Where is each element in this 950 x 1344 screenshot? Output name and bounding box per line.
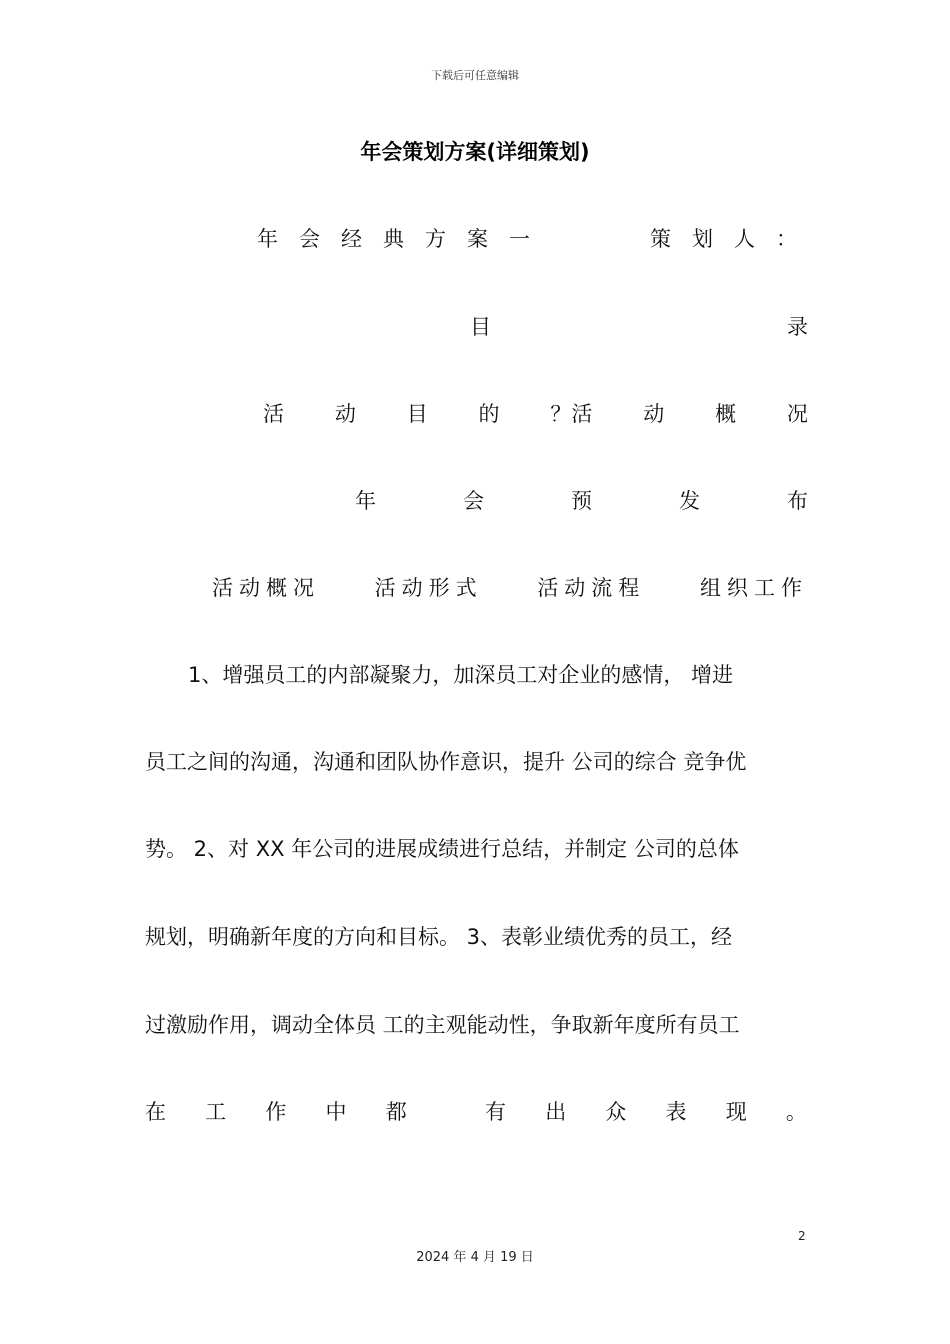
plan-name: 年会经典方案一	[257, 227, 551, 251]
last-line-char: 众	[605, 1100, 627, 1124]
toc-row-2-char: 预	[571, 489, 592, 513]
toc-row-1-char: 目	[406, 402, 428, 426]
body-paragraph-line: 势。 2、对 XX 年公司的进展成绩进行总结，并制定 公司的总体	[145, 837, 739, 861]
toc-item-format: 活动形式	[374, 576, 483, 600]
toc-row-2-char: 布	[787, 489, 808, 513]
body-paragraph-last-line	[145, 1095, 807, 1129]
last-line-char: 都	[385, 1100, 407, 1124]
last-line-char: 作	[265, 1100, 287, 1124]
planner-label: 策划人：	[650, 227, 818, 251]
footer-date: 2024 年 4 月 19 日	[416, 1250, 534, 1265]
body-paragraph-line: 规划，明确新年度的方向和目标。 3、表彰业绩优秀的员工，经	[145, 925, 733, 949]
toc-heading-right: 录	[787, 315, 808, 339]
last-line-char: 表	[665, 1100, 687, 1124]
toc-row-1-char: 动	[334, 402, 356, 426]
toc-row-1-char: 活	[263, 402, 284, 426]
toc-row-1	[263, 397, 808, 431]
last-line-char: 中	[325, 1100, 347, 1124]
last-line-char: 有	[485, 1100, 507, 1124]
toc-row-2-char: 年	[355, 489, 376, 513]
toc-row-2	[355, 484, 808, 518]
header-note: 下载后可任意编辑	[431, 69, 519, 82]
last-line-char: 工	[205, 1100, 227, 1124]
toc-row-2-char: 会	[463, 489, 484, 513]
toc-item-process: 活动流程	[537, 576, 646, 600]
body-paragraph-line: 1、增强员工的内部凝聚力，加深员工对企业的感情， 增进	[188, 663, 734, 687]
toc-row-1-char: 概	[715, 402, 737, 426]
toc-heading	[470, 310, 808, 344]
page-number: 2	[798, 1229, 806, 1243]
toc-row-1-char: 的	[478, 402, 500, 426]
toc-row-1-char: 况	[786, 402, 808, 426]
last-line-char: 在	[145, 1100, 166, 1124]
plan-heading-line	[257, 222, 818, 256]
toc-heading-left: 目	[470, 315, 491, 339]
last-line-char: 现	[725, 1100, 747, 1124]
last-line-char: 出	[545, 1100, 567, 1124]
toc-row-1-char: ？活	[550, 402, 593, 426]
toc-item-overview: 活动概况	[212, 576, 320, 600]
last-line-char: 。	[785, 1100, 807, 1124]
body-paragraph-line: 过激励作用，调动全体员 工的主观能动性，争取新年度所有员工	[145, 1013, 740, 1037]
toc-item-organization: 组织工作	[699, 576, 808, 600]
document-title: 年会策划方案(详细策划)	[360, 140, 590, 164]
body-paragraph-line: 员工之间的沟通，沟通和团队协作意识，提升 公司的综合 竞争优	[145, 750, 747, 774]
toc-row-2-char: 发	[679, 489, 700, 513]
toc-row-3	[212, 571, 808, 605]
toc-row-1-char: 动	[643, 402, 665, 426]
